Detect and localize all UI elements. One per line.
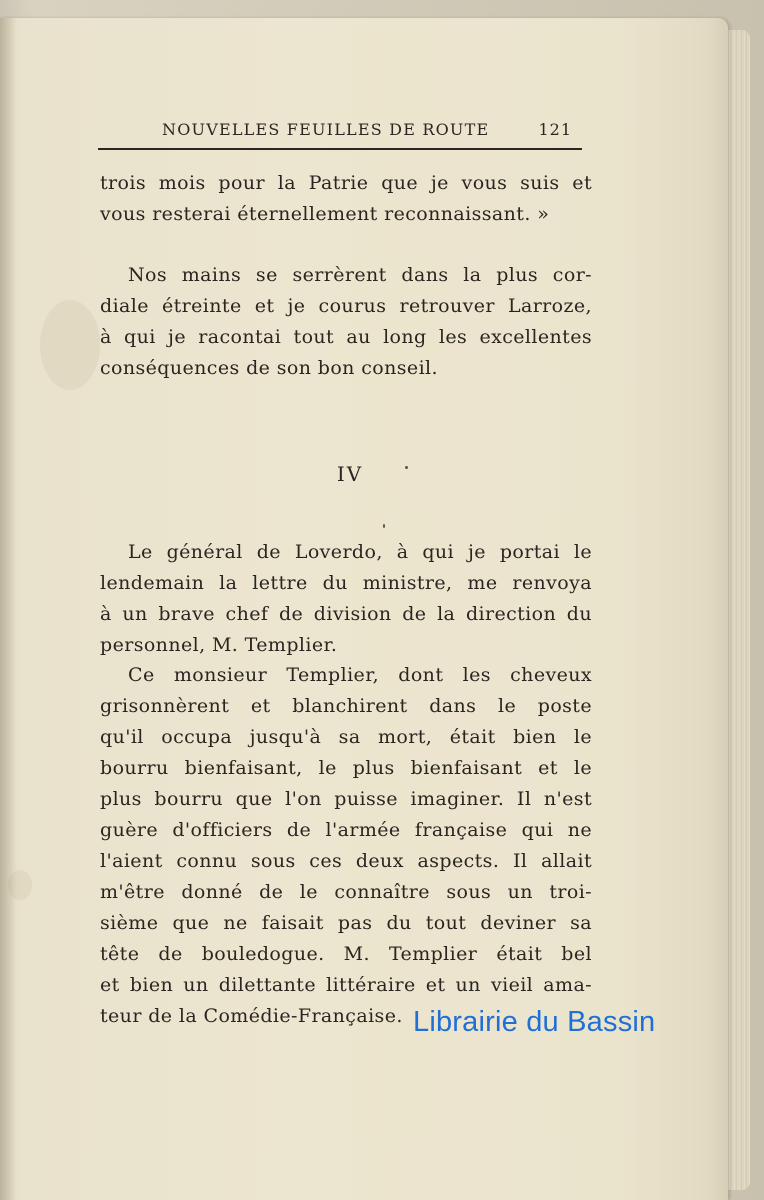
header-rule (98, 148, 582, 150)
text-line: et bien un dilettante littéraire et un vieil ama- (100, 974, 592, 996)
paragraph-3 (100, 537, 592, 661)
text-line: plus bourru que l'on puisse imaginer. Il n'est (100, 788, 592, 810)
text-line: sième que ne faisait pas du tout deviner sa (100, 912, 592, 934)
text-line: bourru bienfaisant, le plus bienfaisant et le (100, 757, 592, 779)
text-line: à un brave chef de division de la direction du (100, 603, 592, 625)
text-line: Ce monsieur Templier, dont les cheveux (128, 664, 592, 686)
page-number: 121 (538, 120, 572, 139)
running-title: NOUVELLES FEUILLES DE ROUTE (162, 120, 490, 139)
paragraph-2 (100, 260, 592, 384)
paragraph-1 (100, 168, 592, 230)
paragraph-4 (100, 660, 592, 1032)
running-header (98, 118, 582, 154)
text-line: personnel, M. Templier. (100, 634, 338, 656)
text-line: m'être donné de le connaître sous un troi- (100, 881, 592, 903)
text-line: diale étreinte et je courus retrouver Larroze, (100, 295, 592, 317)
text-line: trois mois pour la Patrie que je vous suis et (100, 172, 592, 194)
paper-stain (40, 300, 100, 390)
chapter-heading: IV (336, 462, 364, 486)
paper-speck (383, 524, 385, 528)
text-line: à qui je racontai tout au long les excellentes (100, 326, 592, 348)
text-line: vous resterai éternellement reconnaissant. » (100, 203, 550, 225)
watermark: Librairie du Bassin (413, 1006, 656, 1038)
text-line: guère d'officiers de l'armée française qui ne (100, 819, 592, 841)
text-line: qu'il occupa jusqu'à sa mort, était bien le (100, 726, 592, 748)
paper-stain (8, 870, 32, 900)
text-line: lendemain la lettre du ministre, me renvoya (100, 572, 592, 594)
text-line: Nos mains se serrèrent dans la plus cor- (128, 264, 592, 286)
text-line: tête de bouledogue. M. Templier était bel (100, 943, 592, 965)
paper-speck (405, 466, 408, 469)
text-line: teur de la Comédie-Française. (100, 1005, 403, 1027)
text-line: l'aient connu sous ces deux aspects. Il allait (100, 850, 592, 872)
page-stack-edge (728, 30, 750, 1190)
text-line: grisonnèrent et blanchirent dans le poste (100, 695, 592, 717)
text-line: Le général de Loverdo, à qui je portai le (128, 541, 592, 563)
spine-shadow (0, 18, 16, 1200)
text-line: conséquences de son bon conseil. (100, 357, 438, 379)
